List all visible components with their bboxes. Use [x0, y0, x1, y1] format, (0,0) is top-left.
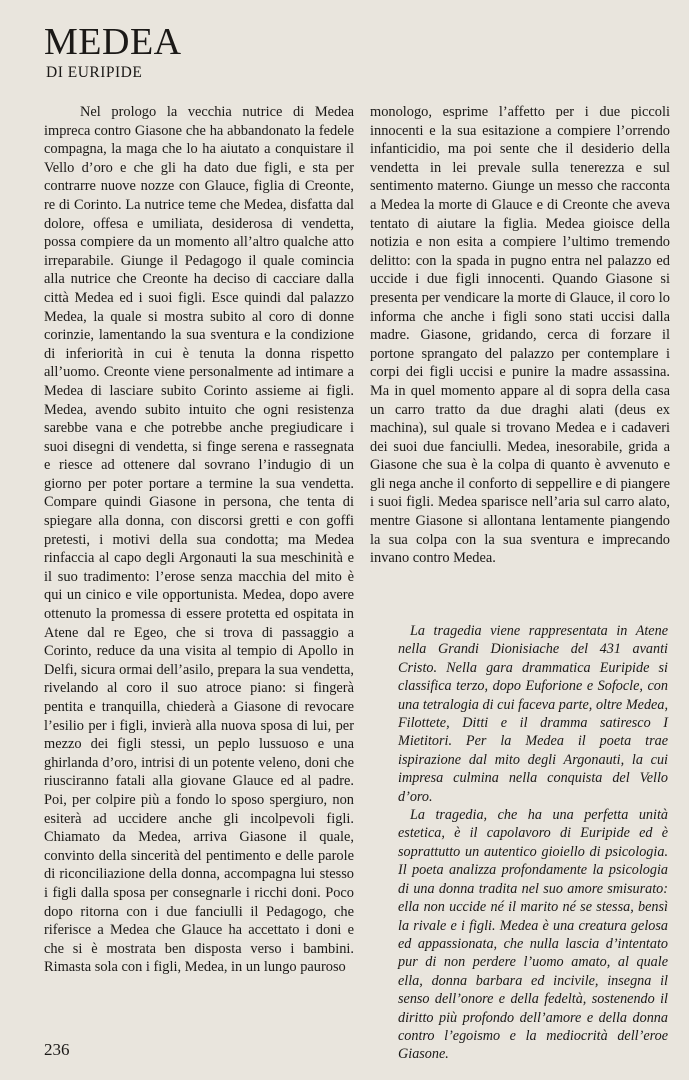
historical-note — [398, 622, 668, 1064]
synopsis-paragraph-left: Nel prologo la vecchia nutrice di Medea impreca contro Giasone che ha abbandonato la fedele compagna, la maga che lo ha aiutato a conquistare il Vello d’oro e che gli ha dato due figli, e sta per contrarre nuove nozze con Glauce, figlia di Creonte, re di Corinto. La nutrice teme che Medea, disfatta dal dolore, offesa e umiliata, desiderosa di vendetta, possa compiere da un momento all’altro qualche atto irreparabile. Giunge il Pedagogo il quale comincia alla nutrice che Creonte ha deciso di cacciare dalla città Medea ed i suoi figli. Esce quindi dal palazzo Medea, la quale si mostra subito al coro di donne corinzie, lamentando la sua sventura e la condizione di inferiorità in cui è tenuta la donna rispetto all’uomo. Creonte viene personalmente ad intimare a Medea di lasciare subito Corinto assieme ai figli. Medea, avendo subito intuito che ogni resistenza sarebbe vana e che potrebbe anche pregiudicare i suoi disegni di vendetta, si finge serena e rassegnata e riesce ad ottenere dal sovrano l’indugio di un giorno per poter portare a termine la sua vendetta. Compare quindi Giasone in persona, che tenta di spiegare alla donna, con discorsi gretti e con goffi pretesti, i motivi della sua condotta; ma Medea rinfaccia al capo degli Argonauti la sua meschinità e il suo tradimento: l’erose senza macchia del mito è qui un cinico e vile opportunista. Medea, dopo avere ottenuto la promessa di essere protetta ed ospitata in Atene dal re Egeo, che si trova di passaggio a Corinto, reduce da una visita al tempio di Apollo in Delfi, sicura ormai dell’asilo, prepara la sua vendetta, rivelando al coro il suo atroce piano: si fingerà pentita e tranquilla, chiederà a Giasone di revocare l’esilio per i figli, invierà alla nuova sposa di lui, per mezzo dei figli stessi, un peplo lussuoso e una ghirlanda d’oro, intrisi di un potente veleno, doni che riusciranno fatali alla giovane Glauce ed al padre. Poi, per colpire più a fondo lo sposo spergiuro, non esiterà ad uccidere anche gli incolpevoli figli. Chiamato da Medea, arriva Giasone il quale, convinto della sincerità del pentimento e delle parole di riconciliazione della donna, accompagna lui stesso i figli dalla sposa per consegnarle i ricchi doni. Poco dopo ritorna con i due fanciulli il Pedagogo, che riferisce a Medea che Glauce ha accettato i doni e che si è mostrata ben disposta verso i bambini. Rimasta sola con i figli, Medea, in un lungo pauroso — [44, 104, 354, 976]
right-column — [370, 103, 670, 568]
note-paragraph-1: La tragedia viene rappresentata in Atene nella Grandi Dionisiache del 431 avanti Cristo. Nella gara drammatica Euripide si classifica terzo, dopo Euforione e Sofocle, con una tetralogia di cui faceva parte, oltre Medea, Filottete, Ditti e il dramma satiresco I Mietitori. Per la Medea il poeta trae ispirazione dal mito degli Argonauti, la cui impresa culmina nella conquista del Vello d’oro. — [398, 623, 668, 805]
left-column — [44, 103, 354, 977]
note-paragraph-2: La tragedia, che ha una perfetta unità estetica, è il capolavoro di Euripide ed è soprattutto un autentico gioiello di psicologia. Il poeta analizza profondamente la psicologia di una donna tradita nel suo amore smisurato: ella non uccide né il marito né se stessa, bensì la rivale e i figli. Medea è una creatura gelosa ed appassionata, che nulla lascia d’intentato pur di non perdere l’uomo amato, al quale ella, donna barbara ed incivile, insegna il senso dell’onore e della fedeltà, sostenendo il diritto più profondo dell’amore e della donna contro l’egoismo e la mediocrità dell’eroe Giasone. — [398, 807, 668, 1063]
page-title: MEDEA — [44, 21, 182, 63]
page-number: 236 — [44, 1040, 70, 1059]
synopsis-paragraph-right: monologo, esprime l’affetto per i due piccoli innocenti e la sua esitazione a compiere l’orrendo infanticidio, ma poi sente che il desiderio della vendetta in lei prevale sulla tenerezza e sul sentimento materno. Giunge un messo che racconta a Medea la morte di Glauce e di Creonte che aveva tentato di aiutare la figlia. Medea gioisce della notizia e non esita a compiere l’ultimo tremendo delitto: con la spada in pugno entra nel palazzo ed uccide i due figli innocenti. Quando Giasone si presenta per vendicare la morte di Glauce, il coro lo informa che anche i figli sono stati uccisi dalla madre. Giasone, gridando, cerca di forzare il portone sprangato del palazzo per contemplare i corpi dei figli uccisi e punire la madre assassina. Ma in quel momento appare al di sopra della casa un carro tratto da due draghi alati (deus ex machina), sul quale si trovano Medea e i cadaveri dei suoi due fanciulli. Medea, inesorabile, grida a Giasone che sua è la colpa di quanto è avvenuto e gli nega anche il conforto di seppellire e di piangere i suoi figli. Medea sparisce nell’aria sul carro alato, mentre Giasone si allontana lentamente piangendo la sua colpa con la sua sventura e imprecando invano contro Medea. — [370, 104, 670, 567]
page-subtitle: DI EURIPIDE — [46, 64, 143, 81]
